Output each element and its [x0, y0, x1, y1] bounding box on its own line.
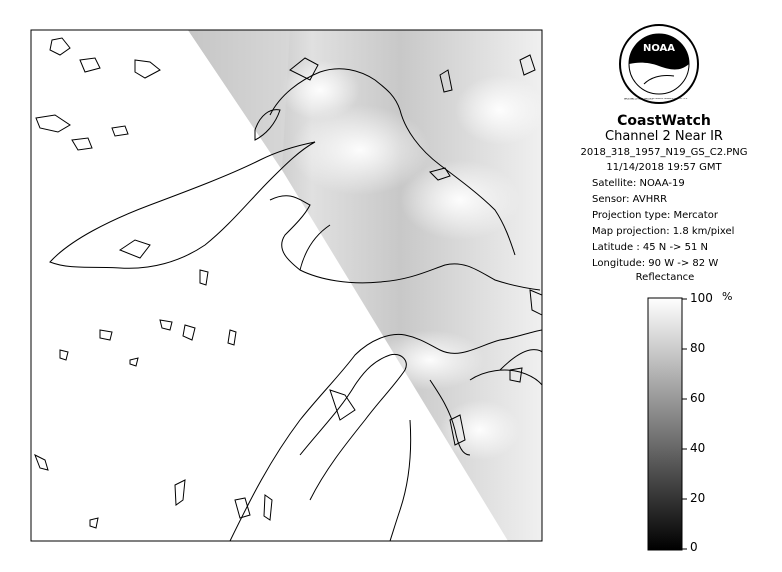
info-latitude: Latitude : 45 N -> 51 N	[592, 242, 708, 253]
colorbar-tick-0: 0	[690, 540, 698, 554]
info-sensor: Sensor: AVHRR	[592, 194, 668, 205]
colorbar-tick-100: 100	[690, 291, 713, 305]
app-title: CoastWatch	[617, 113, 711, 129]
colorbar-ticks	[682, 299, 687, 549]
info-satellite: Satellite: NOAA-19	[592, 178, 685, 189]
info-map-projection: Map projection: 1.8 km/pixel	[592, 226, 735, 237]
logo-center-text: NOAA	[642, 43, 676, 54]
colorbar-tick-20: 20	[690, 491, 706, 505]
channel-subtitle: Channel 2 Near IR	[605, 129, 723, 144]
logo-ring-text: NATIONAL OCEANIC AND ATMOSPHERIC ADMINISTRATION · U.S.	[624, 98, 688, 100]
noaa-logo	[620, 25, 698, 103]
colorbar-unit: %	[722, 290, 733, 303]
colorbar-tick-40: 40	[690, 441, 706, 455]
colorbar-tick-80: 80	[690, 341, 706, 355]
info-projection: Projection type: Mercator	[592, 210, 718, 221]
colorbar-tick-60: 60	[690, 391, 706, 405]
colorbar	[648, 298, 682, 550]
info-longitude: Longitude: 90 W -> 82 W	[592, 258, 719, 269]
colorbar-title: Reflectance	[635, 272, 695, 283]
image-datetime: 11/14/2018 19:57 GMT	[606, 162, 722, 173]
image-filename: 2018_318_1957_N19_GS_C2.PNG	[580, 147, 748, 158]
